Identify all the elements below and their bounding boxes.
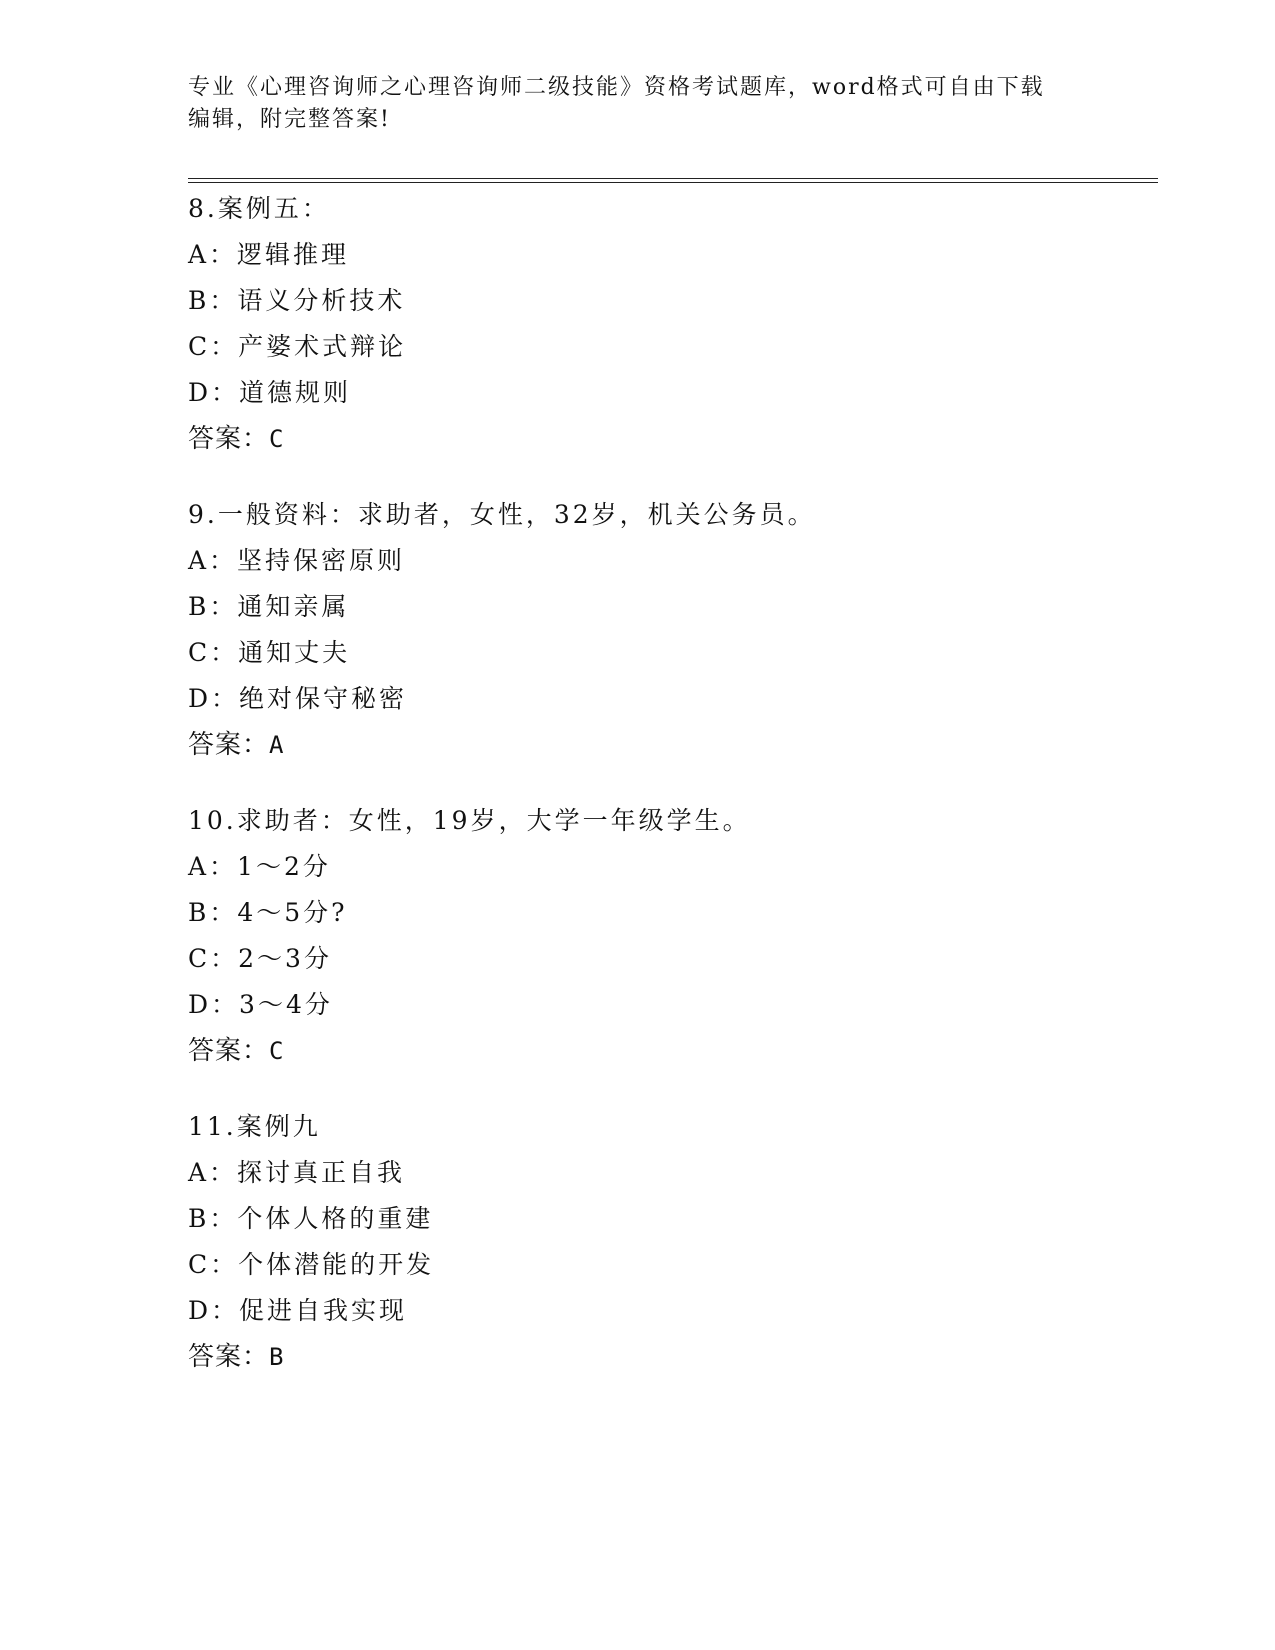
question-block xyxy=(188,798,1168,1074)
option-d: D：道德规则 xyxy=(188,378,352,407)
question-stem: 11.案例九 xyxy=(188,1112,321,1141)
question-stem: 8.案例五： xyxy=(188,194,330,223)
option-a: A：坚持保密原则 xyxy=(188,546,406,575)
header-divider xyxy=(188,178,1158,183)
header-line-2: 编辑，附完整答案! xyxy=(188,107,391,132)
answer-value: A xyxy=(269,731,285,759)
option-b: B：通知亲属 xyxy=(188,592,350,621)
option-a: A：探讨真正自我 xyxy=(188,1158,406,1187)
option-c: C：2～3分 xyxy=(188,944,332,973)
question-block xyxy=(188,186,1168,462)
answer-value: B xyxy=(269,1343,285,1371)
question-block xyxy=(188,492,1168,768)
option-c: C：通知丈夫 xyxy=(188,638,351,667)
question-stem: 10.求助者：女性，19岁，大学一年级学生。 xyxy=(188,806,751,835)
option-b: B：4～5分? xyxy=(188,898,348,927)
option-a: A：逻辑推理 xyxy=(188,240,350,269)
option-d: D：促进自我实现 xyxy=(188,1296,408,1325)
option-d: D：3～4分 xyxy=(188,990,333,1019)
option-b: B：语义分析技术 xyxy=(188,286,406,315)
question-block xyxy=(188,1104,1168,1380)
header-line-1: 专业《心理咨询师之心理咨询师二级技能》资格考试题库，word格式可自由下载 xyxy=(188,75,1045,100)
answer-value: C xyxy=(269,425,285,453)
answer-line xyxy=(188,416,1168,462)
answer-line xyxy=(188,1334,1168,1380)
answer-label: 答案： xyxy=(188,424,270,454)
answer-line xyxy=(188,1028,1168,1074)
answer-line xyxy=(188,722,1168,768)
answer-label: 答案： xyxy=(188,1036,270,1066)
option-b: B：个体人格的重建 xyxy=(188,1204,434,1233)
answer-label: 答案： xyxy=(188,1342,270,1372)
answer-value: C xyxy=(269,1037,285,1065)
option-c: C：产婆术式辩论 xyxy=(188,332,407,361)
option-c: C：个体潜能的开发 xyxy=(188,1250,435,1279)
question-stem: 9.一般资料：求助者，女性，32岁，机关公务员。 xyxy=(188,500,816,529)
page-header xyxy=(188,72,1088,136)
option-a: A：1～2分 xyxy=(188,852,331,881)
option-d: D：绝对保守秘密 xyxy=(188,684,408,713)
answer-label: 答案： xyxy=(188,730,270,760)
